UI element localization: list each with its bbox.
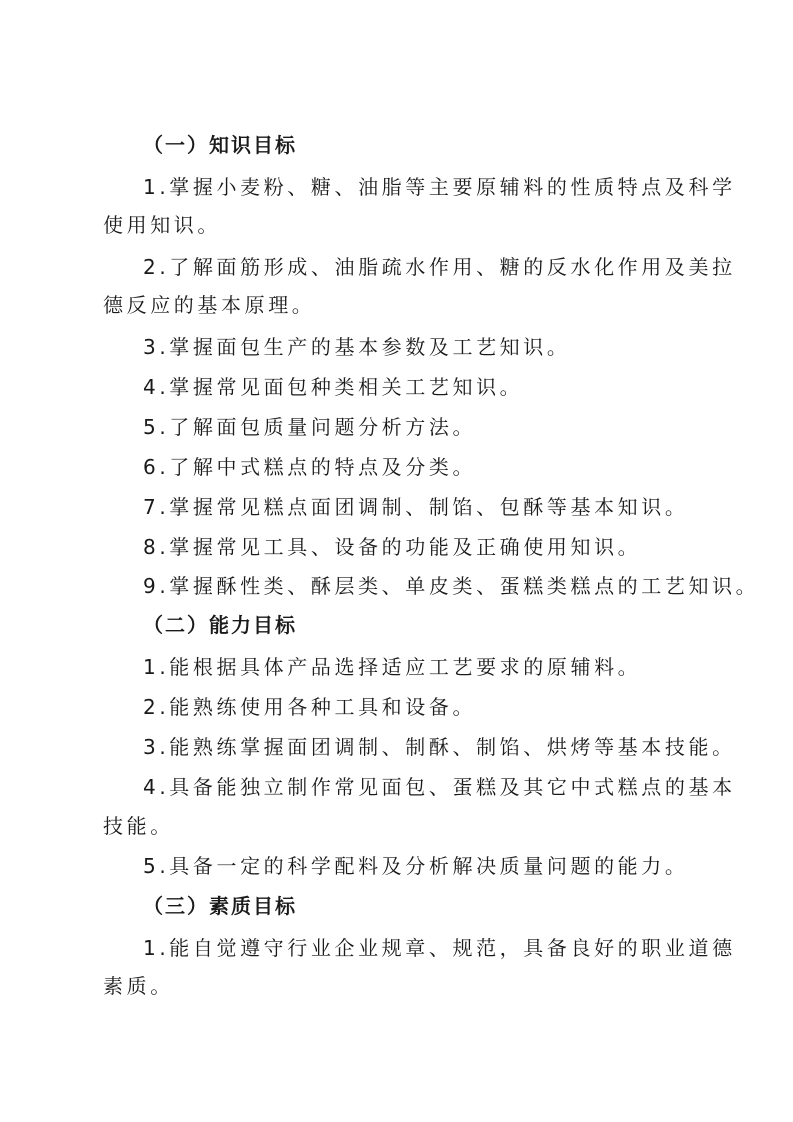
list-item-line: 6.了解中式糕点的特点及分类。 xyxy=(143,455,477,479)
list-item-continuation: 技能。 xyxy=(103,814,174,838)
list-item-line: 8.掌握常见工具、设备的功能及正确使用知识。 xyxy=(143,535,642,559)
list-item-line: 5.具备一定的科学配料及分析解决质量问题的能力。 xyxy=(143,854,689,878)
list-item-continuation: 德反应的基本原理。 xyxy=(103,293,316,317)
list-item-line: 2.能熟练使用各种工具和设备。 xyxy=(143,695,477,719)
list-item-line: 3.掌握面包生产的基本参数及工艺知识。 xyxy=(143,335,571,359)
list-item-line: 4.掌握常见面包种类相关工艺知识。 xyxy=(143,375,524,399)
list-item-line: 4.具备能独立制作常见面包、蛋糕及其它中式糕点的基本 xyxy=(143,775,736,799)
list-item-line: 1.能自觉遵守行业企业规章、规范，具备良好的职业道德 xyxy=(143,936,736,960)
list-item-continuation: 使用知识。 xyxy=(103,213,221,237)
list-item-line: 1.能根据具体产品选择适应工艺要求的原辅料。 xyxy=(143,655,642,679)
list-item-line: 5.了解面包质量问题分析方法。 xyxy=(143,415,477,439)
list-item-line: 9.掌握酥性类、酥层类、单皮类、蛋糕类糕点的工艺知识。 xyxy=(143,574,760,598)
list-item-continuation: 素质。 xyxy=(103,974,174,998)
list-item-line: 1.掌握小麦粉、糖、油脂等主要原辅料的性质特点及科学 xyxy=(143,175,736,199)
section-heading-quality: （三）素质目标 xyxy=(143,894,297,918)
list-item-line: 7.掌握常见糕点面团调制、制馅、包酥等基本知识。 xyxy=(143,495,689,519)
list-item-line: 3.能熟练掌握面团调制、制酥、制馅、烘烤等基本技能。 xyxy=(143,735,736,759)
list-item-line: 2.了解面筋形成、油脂疏水作用、糖的反水化作用及美拉 xyxy=(143,255,736,279)
section-heading-ability: （二）能力目标 xyxy=(143,613,297,637)
section-heading-knowledge: （一）知识目标 xyxy=(143,133,297,157)
